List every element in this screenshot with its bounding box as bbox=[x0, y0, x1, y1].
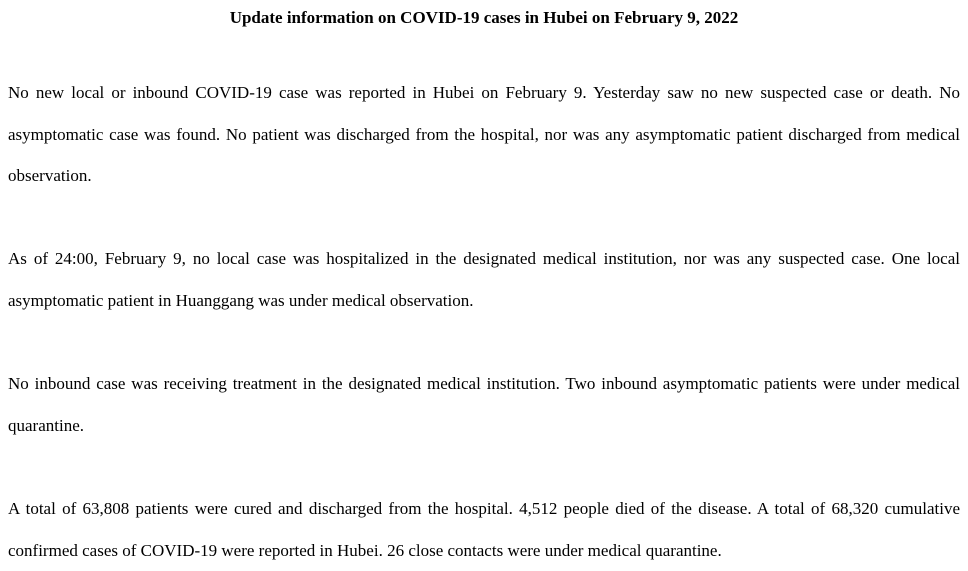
paragraph-local-status: As of 24:00, February 9, no local case was hospitalized in the designated medical institution, nor was any suspected case. One local asymptomatic patient in Huanggang was under medical observation. bbox=[8, 249, 960, 310]
paragraph-new-cases: No new local or inbound COVID-19 case was reported in Hubei on February 9. Yesterday saw no new suspected case or death. No asymptomatic case was found. No patient was discharged from the hospital, nor was any asymptomatic patient discharged from medical observation. bbox=[8, 83, 960, 185]
document-title: Update information on COVID-19 cases in Hubei on February 9, 2022 bbox=[229, 8, 739, 27]
paragraph-inbound-status: No inbound case was receiving treatment in the designated medical institution. Two inbound asymptomatic patients were under medical quarantine. bbox=[8, 374, 960, 435]
paragraph-cumulative-totals: A total of 63,808 patients were cured and discharged from the hospital. 4,512 people died of the disease. A total of 68,320 cumulative confirmed cases of COVID-19 were reported in Hubei. 26 close contacts were under medical quarantine. bbox=[8, 499, 960, 560]
